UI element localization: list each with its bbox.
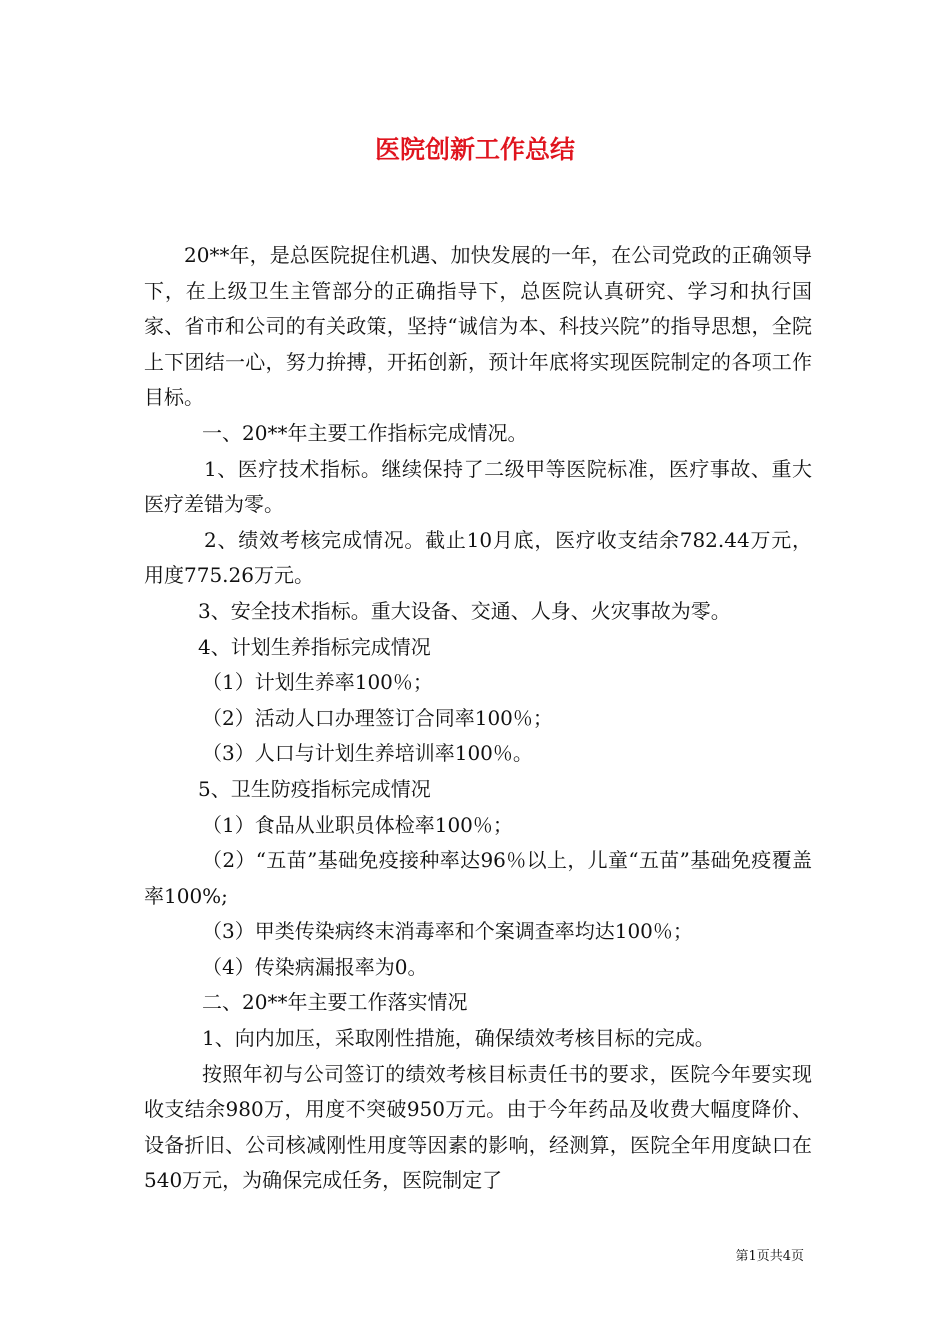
list-item: 2、绩效考核完成情况。截止10月底，医疗收支结余782.44万元，用度775.26万元。 xyxy=(144,527,812,588)
list-item: （3）人口与计划生养培训率100％。 xyxy=(202,741,533,766)
list-item: 3、安全技术指标。重大设备、交通、人身、火灾事故为零。 xyxy=(198,598,731,623)
list-item: （4）传染病漏报率为0。 xyxy=(202,954,428,979)
list-item: 4、计划生养指标完成情况 xyxy=(198,634,431,659)
list-item: （1）食品从业职员体检率100％； xyxy=(202,812,513,837)
list-item: 1、医疗技术指标。继续保持了二级甲等医院标准，医疗事故、重大医疗差错为零。 xyxy=(144,456,812,517)
list-item: 1、向内加压，采取刚性措施，确保绩效考核目标的完成。 xyxy=(202,1026,715,1051)
section-heading-2: 二、20**年主要工作落实情况 xyxy=(202,990,468,1015)
list-item: （2）活动人口办理签订合同率100％； xyxy=(202,705,553,730)
list-item: （2）“五苗”基础免疫接种率达96％以上，儿童“五苗”基础免疫覆盖率100%; xyxy=(144,848,812,908)
page-number: 第1页共4页 xyxy=(735,1249,804,1264)
body-paragraph: 按照年初与公司签订的绩效考核目标责任书的要求，医院今年要实现收支结余980万，用度不突破950万元。由于今年药品及收费大幅度降价、设备折旧、公司核减刚性用度等因素的影响，经测算，医院全年用度缺口在540万元，为确保完成任务，医院制定了 xyxy=(144,1061,812,1193)
list-item: 5、卫生防疫指标完成情况 xyxy=(198,776,431,801)
document-title: 医院创新工作总结 xyxy=(374,135,575,164)
section-heading-1: 一、20**年主要工作指标完成情况。 xyxy=(202,420,528,445)
document-body xyxy=(144,238,812,1199)
list-item: （3）甲类传染病终末消毒率和个案调查率均达100％； xyxy=(202,919,693,944)
list-item: （1）计划生养率100％； xyxy=(202,670,433,695)
intro-paragraph: 20**年，是总医院捉住机遇、加快发展的一年，在公司党政的正确领导下，在上级卫生主管部分的正确指导下，总医院认真研究、学习和执行国家、省市和公司的有关政策，坚持“诚信为本、科技兴院”的指导思想，全院上下团结一心，努力拚搏，开拓创新，预计年底将实现医院制定的各项工作目标。 xyxy=(144,243,812,410)
